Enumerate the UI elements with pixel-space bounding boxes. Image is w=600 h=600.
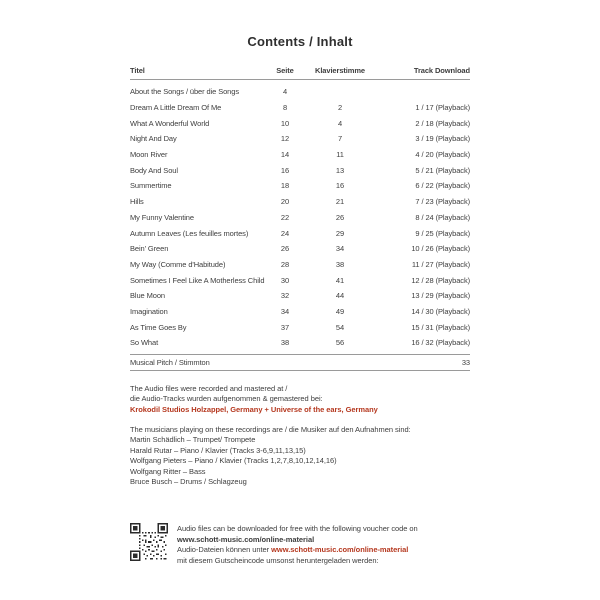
cell-track: 11 / 27 (Playback)	[411, 259, 470, 269]
cell-seite: 28	[280, 259, 290, 269]
cell-seite: 10	[280, 118, 290, 128]
cell-track: 15 / 31 (Playback)	[411, 322, 470, 332]
cell-klavierstimme: 49	[335, 306, 345, 316]
header-track-download: Track Download	[413, 66, 470, 75]
download-note	[130, 523, 470, 566]
recording-studios: Krokodil Studios Holzappel, Germany + Universe of the ears, Germany	[130, 404, 378, 414]
download-url-en: www.schott-music.com/online-material	[177, 534, 315, 544]
cell-track: 5 / 21 (Playback)	[415, 165, 470, 175]
table-row	[130, 210, 470, 226]
cell-title: About the Songs / über die Songs	[130, 87, 239, 97]
table-row	[130, 304, 470, 320]
cell-track: 16 / 32 (Playback)	[411, 338, 470, 348]
table-row	[130, 100, 470, 116]
recording-line-de: die Audio-Tracks wurden aufgenommen & gemastered bei:	[130, 394, 323, 404]
table-row	[130, 272, 470, 288]
cell-seite: 14	[280, 150, 290, 160]
cell-title: Body And Soul	[130, 165, 178, 175]
cell-klavierstimme: 44	[335, 291, 345, 301]
table-row	[130, 115, 470, 131]
musicians-intro: The musicians playing on these recordings are / die Musiker auf den Aufnahmen sind:	[130, 424, 411, 434]
cell-title: Sometimes I Feel Like A Motherless Child	[130, 275, 265, 285]
download-de-line	[177, 545, 418, 555]
table-row	[130, 84, 470, 100]
cell-klavierstimme: 29	[335, 228, 345, 238]
table-header	[130, 66, 470, 80]
table-row	[130, 178, 470, 194]
header-seite: Seite	[276, 66, 294, 75]
musician-line: Wolfgang Ritter – Bass	[130, 466, 206, 476]
page-title: Contents / Inhalt	[247, 34, 353, 49]
table-row	[130, 241, 470, 257]
download-url-de: www.schott-music.com/online-material	[271, 545, 409, 555]
cell-title: Hills	[130, 197, 144, 207]
table-footer-row	[130, 354, 470, 371]
table-row	[130, 131, 470, 147]
cell-seite: 12	[280, 134, 290, 144]
cell-seite: 16	[280, 165, 290, 175]
cell-klavierstimme: 54	[335, 322, 345, 332]
cell-title: Dream A Little Dream Of Me	[130, 103, 222, 113]
cell-seite: 38	[280, 338, 290, 348]
cell-title: So What	[130, 338, 159, 348]
header-klavierstimme: Klavierstimme	[315, 66, 365, 75]
download-en-line: Audio files can be downloaded for free with the following voucher code on	[177, 524, 418, 534]
cell-title: Imagination	[130, 306, 168, 316]
cell-track: 2 / 18 (Playback)	[415, 118, 470, 128]
cell-klavierstimme: 38	[335, 259, 345, 269]
cell-seite: 24	[280, 228, 290, 238]
download-de-prefix: Audio-Dateien können unter	[177, 545, 272, 555]
cell-track: 3 / 19 (Playback)	[415, 134, 470, 144]
cell-track: 13 / 29 (Playback)	[411, 291, 470, 301]
cell-klavierstimme: 13	[335, 165, 345, 175]
musician-line: Bruce Busch – Drums / Schlagzeug	[130, 476, 247, 486]
cell-title: Bein' Green	[130, 244, 169, 254]
cell-seite: 18	[280, 181, 290, 191]
musicians-note	[130, 425, 470, 487]
cell-seite: 20	[280, 197, 290, 207]
cell-seite: 8	[282, 103, 288, 113]
cell-title: As Time Goes By	[130, 322, 187, 332]
cell-klavierstimme: 41	[335, 275, 345, 285]
table-row	[130, 194, 470, 210]
cell-klavierstimme: 11	[336, 150, 344, 160]
cell-seite: 34	[280, 306, 290, 316]
footer-row-title: Musical Pitch / Stimmton	[130, 357, 210, 367]
table-row	[130, 162, 470, 178]
cell-title: Autumn Leaves (Les feuilles mortes)	[130, 228, 249, 238]
cell-klavierstimme: 56	[335, 338, 345, 348]
cell-title: My Funny Valentine	[130, 212, 194, 222]
header-titel: Titel	[130, 66, 145, 75]
cell-track: 8 / 24 (Playback)	[415, 212, 470, 222]
cell-klavierstimme: 34	[335, 244, 345, 254]
cell-track: 10 / 26 (Playback)	[411, 244, 470, 254]
qr-code-icon	[130, 523, 168, 561]
recording-note	[130, 384, 470, 415]
cell-seite: 4	[282, 87, 288, 97]
cell-track: 6 / 22 (Playback)	[415, 181, 470, 191]
cell-klavierstimme: 16	[335, 181, 345, 191]
cell-track: 4 / 20 (Playback)	[415, 150, 470, 160]
cell-seite: 26	[280, 244, 290, 254]
cell-track: 14 / 30 (Playback)	[411, 306, 470, 316]
cell-klavierstimme: 21	[335, 197, 345, 207]
contents-table-rows	[130, 80, 470, 351]
musician-line: Harald Rutar – Piano / Klavier (Tracks 3-6,9,11,13,15)	[130, 445, 306, 455]
table-row	[130, 257, 470, 273]
cell-seite: 37	[280, 322, 290, 332]
footer-row-value: 33	[461, 357, 470, 367]
table-row	[130, 147, 470, 163]
contents-table	[130, 66, 470, 371]
cell-klavierstimme: 4	[337, 118, 343, 128]
table-row	[130, 319, 470, 335]
table-row	[130, 225, 470, 241]
musician-line: Wolfgang Pieters – Piano / Klavier (Tracks 1,2,7,8,10,12,14,16)	[130, 456, 337, 466]
cell-title: Summertime	[130, 181, 172, 191]
download-de-line2: mit diesem Gutscheincode umsonst heruntergeladen werden:	[177, 555, 379, 565]
cell-klavierstimme: 26	[335, 212, 345, 222]
cell-klavierstimme: 2	[337, 103, 343, 113]
cell-track: 12 / 28 (Playback)	[411, 275, 470, 285]
cell-title: Blue Moon	[130, 291, 165, 301]
cell-seite: 22	[280, 212, 290, 222]
cell-seite: 30	[280, 275, 290, 285]
download-text	[177, 523, 418, 566]
musician-line: Martin Schädlich – Trumpet/ Trompete	[130, 435, 256, 445]
cell-title: What A Wonderful World	[130, 118, 210, 128]
cell-track: 1 / 17 (Playback)	[415, 103, 470, 113]
cell-title: My Way (Comme d'Habitude)	[130, 259, 226, 269]
table-row	[130, 335, 470, 351]
table-row	[130, 288, 470, 304]
cell-title: Moon River	[130, 150, 168, 160]
cell-track: 7 / 23 (Playback)	[415, 197, 470, 207]
cell-klavierstimme: 7	[337, 134, 343, 144]
cell-seite: 32	[280, 291, 290, 301]
cell-title: Night And Day	[130, 134, 177, 144]
recording-line-en: The Audio files were recorded and mastered at /	[130, 383, 288, 393]
cell-track: 9 / 25 (Playback)	[415, 228, 470, 238]
